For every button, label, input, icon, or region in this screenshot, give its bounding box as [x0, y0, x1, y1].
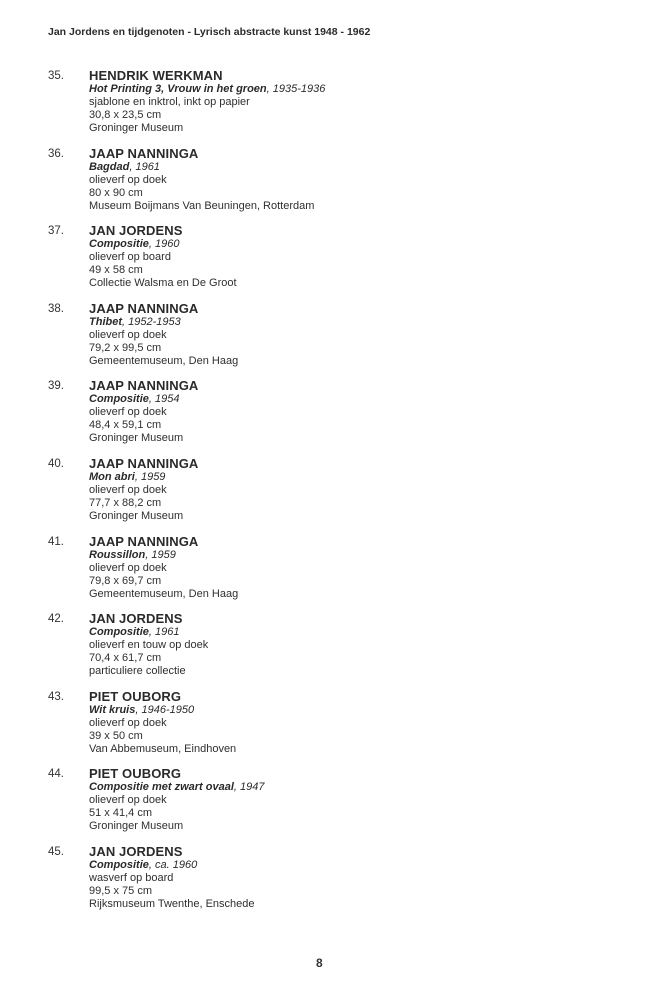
artist-name: JAAP NANNINGA: [89, 145, 199, 161]
page-header: Jan Jordens en tijdgenoten - Lyrisch abstracte kunst 1948 - 1962: [48, 26, 371, 38]
artwork-collection: Van Abbemuseum, Eindhoven: [89, 742, 237, 755]
artwork-title: Bagdad: [89, 160, 130, 173]
artist-name: JAAP NANNINGA: [89, 378, 199, 394]
artwork-date: , 1954: [148, 393, 180, 406]
artwork-title: Thibet: [89, 315, 122, 328]
artwork-medium: sjablone en inktrol, inkt op papier: [89, 96, 250, 108]
artwork-dimensions: 77,7 x 88,2 cm: [89, 496, 162, 509]
artwork-dimensions: 51 x 41,4 cm: [89, 807, 152, 820]
entry-body: [89, 301, 238, 368]
artist-name: JAAP NANNINGA: [89, 455, 199, 471]
artwork-dimensions: 30,8 x 23,5 cm: [89, 109, 162, 121]
artwork-dimensions: 79,2 x 99,5 cm: [89, 341, 162, 354]
artwork-dimensions: 99,5 x 75 cm: [89, 884, 152, 897]
artwork-medium: olieverf op doek: [89, 561, 167, 574]
artwork-title-line: [89, 704, 236, 717]
artwork-medium: olieverf op doek: [89, 483, 167, 496]
artwork-medium: olieverf op doek: [89, 173, 167, 186]
artwork-title: Compositie: [89, 858, 149, 871]
artwork-title-line: [89, 316, 238, 329]
entry-body: [89, 456, 198, 523]
artwork-dimensions: 79,8 x 69,7 cm: [89, 574, 162, 587]
artwork-title-line: [89, 626, 208, 639]
artwork-title-line: [89, 161, 314, 174]
entry-body: [89, 223, 237, 290]
artist-name: JAAP NANNINGA: [89, 300, 199, 316]
artwork-medium: olieverf op board: [89, 251, 171, 264]
artwork-title: Mon abri: [89, 470, 135, 483]
entry-number: 41.: [48, 535, 64, 548]
artwork-dimensions: 70,4 x 61,7 cm: [89, 652, 162, 665]
artwork-title-line: [89, 393, 198, 406]
artist-name: JAN JORDENS: [89, 843, 183, 859]
catalog-entry: [0, 301, 654, 379]
artwork-title: Wit kruis: [89, 703, 136, 716]
artwork-collection: Groninger Museum: [89, 509, 184, 522]
entry-body: [89, 844, 255, 911]
entry-number: 40.: [48, 457, 64, 470]
artwork-collection: Museum Boijmans Van Beuningen, Rotterdam: [89, 199, 315, 212]
artwork-title-line: [89, 471, 198, 484]
catalog-entry: [0, 223, 654, 301]
entry-body: [89, 766, 264, 833]
artwork-title-line: [89, 781, 264, 794]
artwork-medium: olieverf op doek: [89, 794, 167, 807]
catalog-entry: [0, 766, 654, 844]
entry-number: 36.: [48, 147, 64, 160]
artwork-date: , 1952-1953: [122, 315, 181, 328]
artwork-medium: olieverf op doek: [89, 716, 167, 729]
entry-number: 35.: [48, 70, 64, 82]
entry-body: [89, 68, 325, 135]
entry-number: 43.: [48, 690, 64, 703]
artwork-dimensions: 80 x 90 cm: [89, 186, 143, 199]
catalog-entry: [0, 146, 654, 224]
artwork-date: , 1959: [145, 548, 176, 561]
entry-number: 38.: [48, 302, 64, 315]
artist-name: HENDRIK WERKMAN: [89, 68, 223, 83]
artist-name: JAN JORDENS: [89, 223, 183, 239]
artwork-title: Compositie: [89, 393, 149, 406]
artwork-collection: Rijksmuseum Twenthe, Enschede: [89, 897, 255, 910]
entry-number: 37.: [48, 225, 64, 238]
page-number: 8: [316, 956, 323, 970]
artist-name: JAN JORDENS: [89, 611, 183, 627]
artwork-title: Compositie met zwart ovaal: [89, 781, 234, 794]
artwork-dimensions: 39 x 50 cm: [89, 729, 143, 742]
artwork-medium: olieverf op doek: [89, 406, 167, 419]
artwork-dimensions: 49 x 58 cm: [89, 264, 143, 277]
artwork-medium: olieverf op doek: [89, 328, 167, 341]
artwork-date: , 1961: [148, 626, 180, 639]
entry-body: [89, 146, 314, 213]
artist-name: JAAP NANNINGA: [89, 533, 199, 549]
artwork-date: , ca. 1960: [148, 858, 198, 871]
artwork-collection: Groninger Museum: [89, 820, 184, 833]
artwork-title: Roussillon: [89, 548, 146, 561]
entry-body: [89, 378, 198, 445]
entry-number: 42.: [48, 613, 64, 626]
artwork-date: , 1959: [134, 470, 166, 483]
artwork-title-line: [89, 859, 255, 872]
artwork-title-line: [89, 238, 237, 251]
artist-name: PIET OUBORG: [89, 688, 182, 704]
artwork-title-line: [89, 549, 238, 562]
entry-body: [89, 689, 236, 756]
artwork-collection: particuliere collectie: [89, 665, 186, 678]
artwork-title: Compositie: [89, 238, 149, 251]
catalog-entry: [0, 68, 654, 146]
artwork-collection: Collectie Walsma en De Groot: [89, 277, 237, 290]
artist-name: PIET OUBORG: [89, 766, 182, 782]
artwork-collection: Groninger Museum: [89, 432, 184, 445]
entry-body: [89, 611, 208, 678]
entry-number: 44.: [48, 768, 64, 781]
artwork-collection: Gemeentemuseum, Den Haag: [89, 587, 239, 600]
catalog-list: [0, 68, 654, 922]
artwork-date: , 1947: [233, 781, 265, 794]
entry-body: [89, 534, 238, 601]
artwork-date: , 1946-1950: [135, 703, 195, 716]
catalog-entry: [0, 844, 654, 922]
entry-number: 39.: [48, 380, 64, 393]
artwork-collection: Gemeentemuseum, Den Haag: [89, 354, 239, 367]
artwork-date: , 1961: [129, 160, 160, 173]
catalog-entry: [0, 689, 654, 767]
artwork-date: , 1935-1936: [266, 83, 326, 95]
artwork-medium: wasverf op board: [89, 871, 174, 884]
entry-number: 45.: [48, 845, 64, 858]
catalog-entry: [0, 378, 654, 456]
artwork-title: Hot Printing 3, Vrouw in het groen: [89, 83, 267, 95]
artwork-date: , 1960: [148, 238, 180, 251]
catalog-entry: [0, 534, 654, 612]
catalog-entry: [0, 611, 654, 689]
artwork-collection: Groninger Museum: [89, 122, 184, 134]
artwork-title-line: [89, 83, 325, 96]
artwork-dimensions: 48,4 x 59,1 cm: [89, 419, 162, 432]
artwork-medium: olieverf en touw op doek: [89, 639, 209, 652]
artwork-title: Compositie: [89, 626, 149, 639]
catalog-entry: [0, 456, 654, 534]
